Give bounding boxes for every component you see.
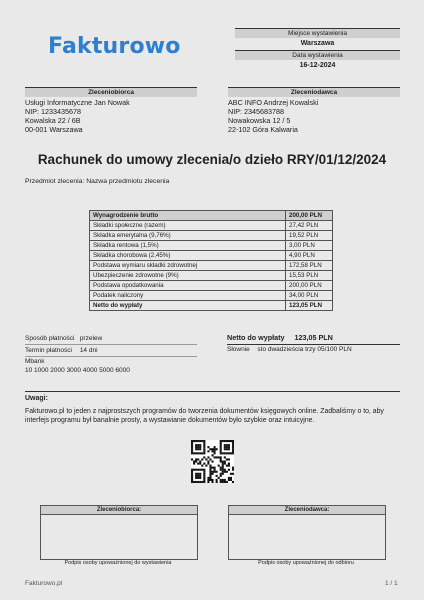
- payment-method-row: [25, 333, 197, 345]
- words-value: sto dwadzieścia trzy 05/100 PLN: [257, 346, 352, 353]
- issue-date-block: [235, 50, 400, 71]
- table-row: [90, 301, 333, 311]
- client-block: [25, 87, 197, 134]
- footer-page-number: 1 / 1: [385, 580, 398, 587]
- brand-logo: Fakturowo: [48, 34, 181, 59]
- row-label: Składka rentowa (1,5%): [90, 241, 286, 251]
- row-value: 15,53 PLN: [286, 271, 333, 281]
- contractor-line: Nowakowska 12 / 5: [228, 116, 291, 125]
- payment-term-row: [25, 345, 197, 357]
- row-label: Ubezpieczenie zdrowotne (9%): [90, 271, 286, 281]
- table-row: [90, 261, 333, 271]
- client-line: 00-001 Warszawa: [25, 125, 83, 134]
- client-line: Kowalska 22 / 6B: [25, 116, 81, 125]
- document-title: Rachunek do umowy zlecenia/o dzieło RRY/01/12/2024: [37, 152, 387, 167]
- row-label: Składka emerytalna (9,76%): [90, 231, 286, 241]
- payment-block: [25, 333, 197, 357]
- payment-method-value: przelew: [79, 335, 103, 342]
- netto-total: [227, 332, 400, 345]
- bank-block: [25, 358, 130, 375]
- row-value: 123,05 PLN: [286, 301, 333, 311]
- row-value: 34,00 PLN: [286, 291, 333, 301]
- row-label: Podstawa opodatkowania: [90, 281, 286, 291]
- row-label: Składki społeczne (razem): [90, 221, 286, 231]
- table-row: [90, 231, 333, 241]
- contract-subject: Przedmiot zlecenia: Nazwa przedmiotu zlecenia: [25, 178, 170, 185]
- table-row: [90, 291, 333, 301]
- row-value: 3,00 PLN: [286, 241, 333, 251]
- payment-term-label: Termin płatności: [25, 347, 72, 354]
- table-row: [90, 251, 333, 261]
- contractor-block: [228, 87, 400, 134]
- bank-name: Mbank: [25, 358, 45, 365]
- divider: [25, 391, 400, 392]
- row-value: 200,00 PLN: [286, 211, 333, 221]
- issue-place-value: Warszawa: [300, 40, 335, 47]
- contractor-signature-caption: Podpis osoby upoważnionej do odbioru: [258, 560, 354, 566]
- client-signature-box: [40, 505, 198, 560]
- row-label: Netto do wypłaty: [90, 301, 286, 311]
- row-label: Podatek naliczony: [90, 291, 286, 301]
- table-row: [90, 241, 333, 251]
- notes-heading: Uwagi:: [25, 395, 48, 402]
- notes-text: Fakturowo.pl to jeden z najprostszych programów do tworzenia dokumentów księgowych online. Zadbaliśmy o to, aby interfejs programu był banalnie prosty, a wystawianie dokumentów było szybkie oraz intuicyjne.: [25, 408, 384, 424]
- footer-site: Fakturowo.pl: [25, 580, 63, 587]
- issue-place-block: [235, 28, 400, 49]
- issue-date-label: Data wystawienia: [235, 50, 400, 60]
- row-value: 4,90 PLN: [286, 251, 333, 261]
- payment-term-value: 14 dni: [79, 347, 98, 354]
- payroll-table: [89, 210, 333, 311]
- table-row: [90, 281, 333, 291]
- client-heading: Zleceniobiorca: [25, 87, 197, 97]
- row-value: 200,00 PLN: [286, 281, 333, 291]
- row-label: Wynagrodzenie brutto: [90, 211, 286, 221]
- row-value: 19,52 PLN: [286, 231, 333, 241]
- client-line: Usługi Informatyczne Jan Nowak: [25, 98, 130, 107]
- row-value: 27,42 PLN: [286, 221, 333, 231]
- netto-value: 123,05 PLN: [294, 333, 333, 342]
- contractor-signature-heading: Zleceniodawca:: [229, 506, 385, 515]
- table-row: [90, 271, 333, 281]
- table-row: [90, 221, 333, 231]
- bank-account: 10 1000 2000 3000 4000 5000 6000: [25, 366, 130, 374]
- contractor-line: 22-102 Góra Kalwaria: [228, 125, 298, 134]
- row-label: Składka chorobowa (2,45%): [90, 251, 286, 261]
- client-signature-caption: Podpis osoby upoważnionej do wystawienia: [64, 560, 172, 566]
- issue-date-value: 16-12-2024: [299, 62, 336, 69]
- words-label: Słownie: [227, 346, 250, 353]
- row-value: 172,58 PLN: [286, 261, 333, 271]
- netto-label: Netto do wypłaty: [227, 333, 285, 342]
- issue-place-label: Miejsce wystawienia: [235, 28, 400, 38]
- contractor-heading: Zleceniodawca: [228, 87, 400, 97]
- contractor-line: ABC INFO Andrzej Kowalski: [228, 98, 319, 107]
- amount-in-words: [227, 346, 352, 353]
- client-signature-heading: Zleceniobiorca:: [41, 506, 197, 515]
- contractor-signature-box: [228, 505, 386, 560]
- qr-code-graphic: [191, 440, 234, 483]
- client-line: NIP: 1233435678: [25, 107, 81, 116]
- row-label: Podstawa wymiaru składki zdrowotnej: [90, 261, 286, 271]
- qr-code: [191, 440, 234, 483]
- table-row: [90, 211, 333, 221]
- contractor-line: NIP: 2345683788: [228, 107, 284, 116]
- payment-method-label: Sposób płatności: [25, 335, 75, 342]
